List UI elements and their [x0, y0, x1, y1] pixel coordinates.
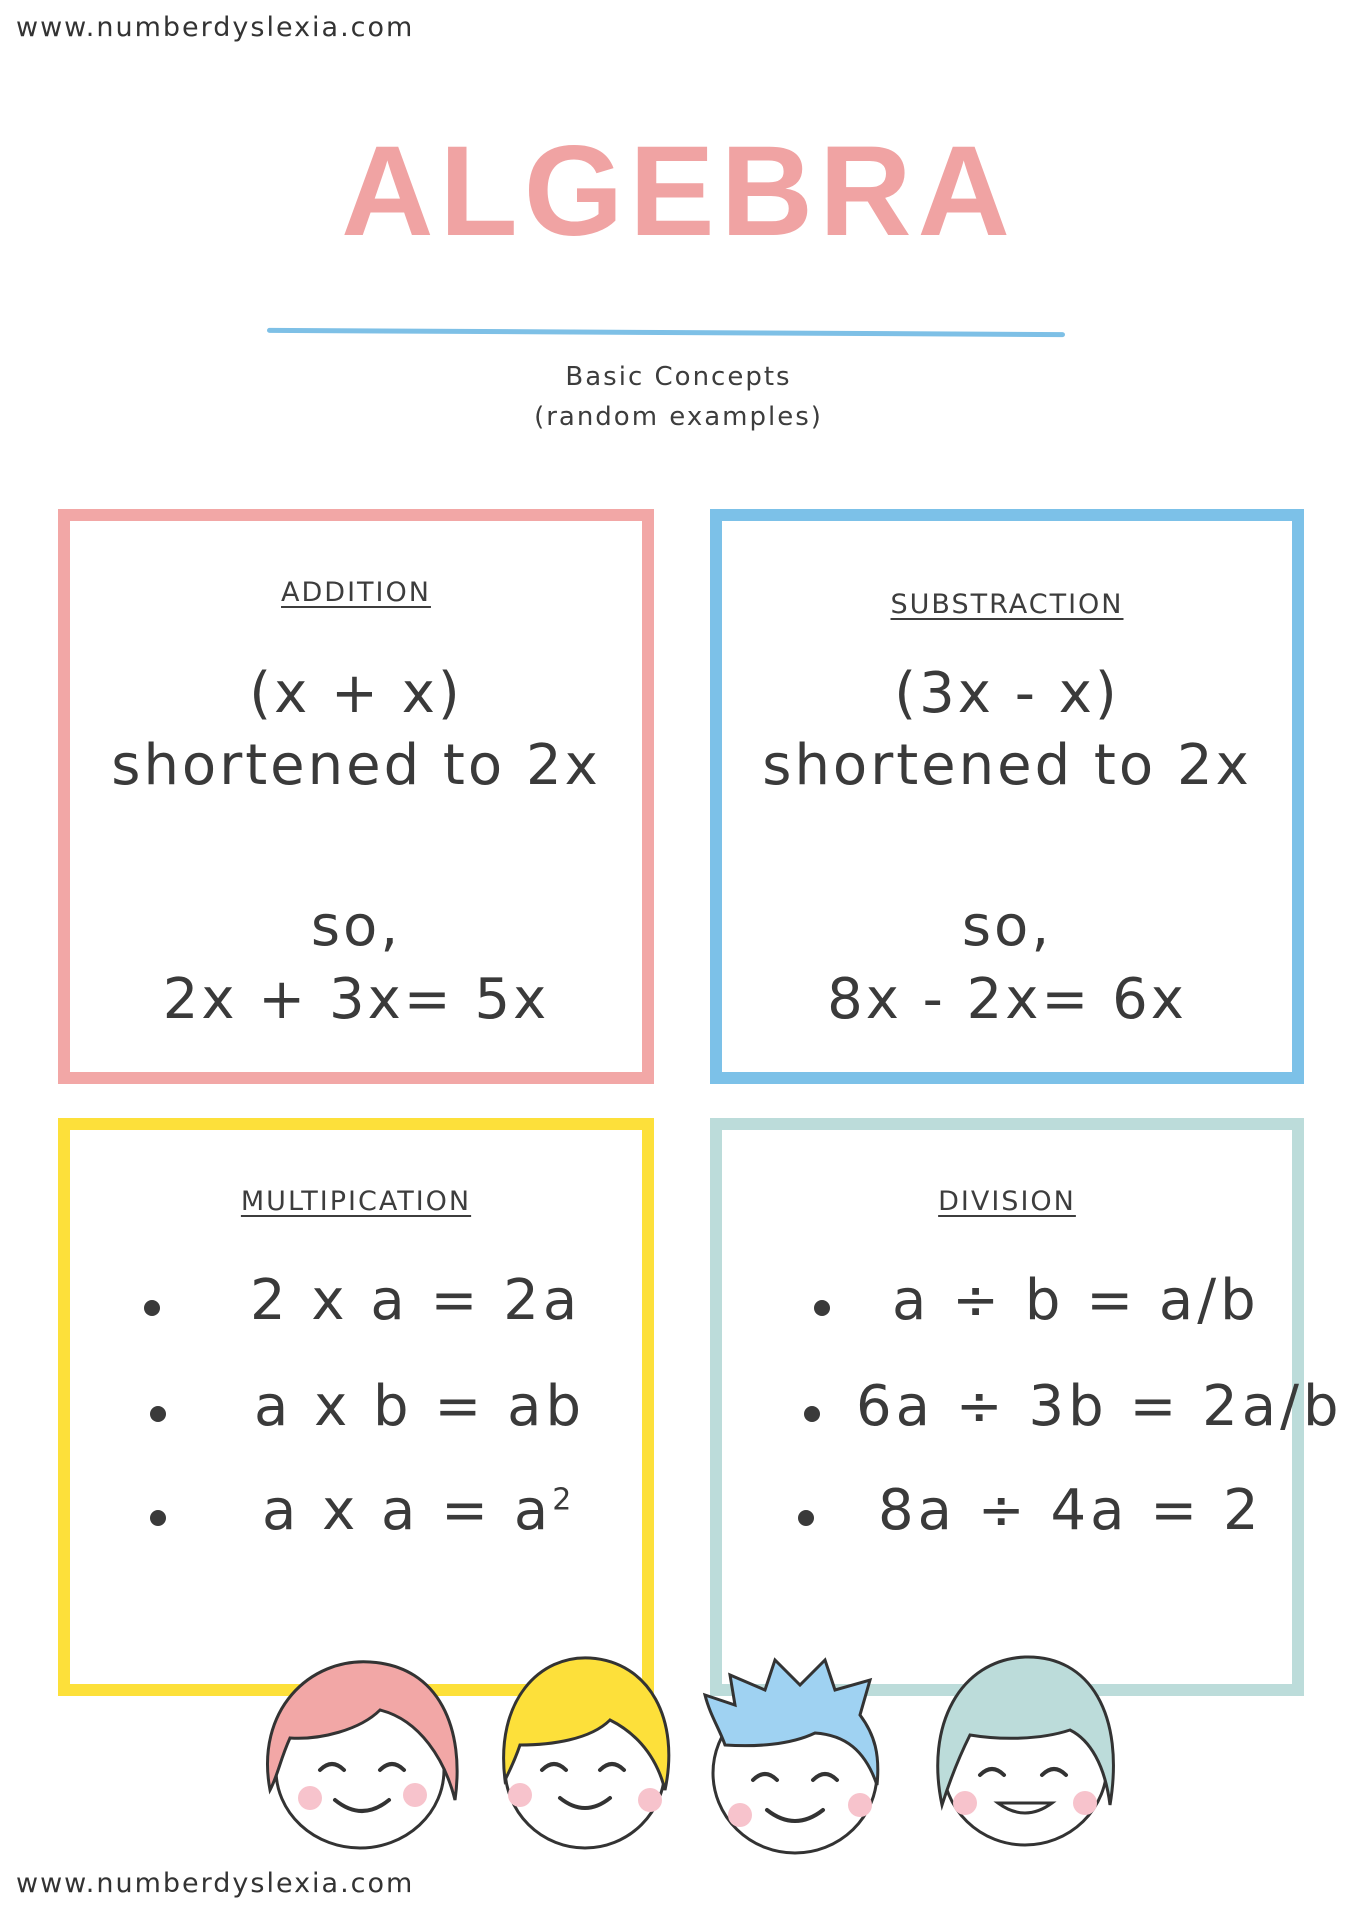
addition-line-3: so,	[310, 894, 402, 959]
division-item	[722, 1374, 1343, 1454]
addition-line-4: 2x + 3x= 5x	[162, 967, 550, 1032]
multiplication-item	[70, 1374, 642, 1454]
multiplication-heading: MULTIPICATION	[240, 1186, 472, 1217]
subtraction-line-2: shortened to 2x	[762, 733, 1252, 798]
division-expression: a ÷ b = a/b	[892, 1268, 1260, 1333]
title-divider	[267, 328, 1065, 337]
cartoon-faces	[250, 1640, 1150, 1860]
bullet-dot	[814, 1300, 830, 1316]
subtraction-card	[710, 509, 1304, 1084]
yellow-hair-boy-face-icon	[490, 1650, 680, 1860]
addition-line-1: (x + x)	[249, 661, 463, 726]
multiplication-expression: a x b = ab	[254, 1374, 585, 1439]
division-heading: DIVISION	[938, 1186, 1076, 1217]
division-item	[722, 1268, 1292, 1348]
subtraction-heading: SUBSTRACTION	[890, 589, 1124, 620]
subtitle-line-1: Basic Concepts	[565, 362, 792, 392]
addition-line-2: shortened to 2x	[111, 733, 601, 798]
pink-hair-girl-face-icon	[250, 1650, 470, 1860]
page-title: ALGEBRA	[341, 120, 1016, 263]
mint-hair-girl-face-icon	[920, 1645, 1130, 1855]
bullet-dot	[798, 1510, 814, 1526]
exponent: 2	[552, 1482, 572, 1518]
subtraction-line-4: 8x - 2x= 6x	[827, 967, 1187, 1032]
multiplication-item	[70, 1478, 642, 1558]
website-url-top[interactable]: www.numberdyslexia.com	[16, 12, 415, 43]
multiplication-expression	[262, 1478, 571, 1543]
division-expression: 8a ÷ 4a = 2	[878, 1478, 1263, 1543]
multiplication-expression: 2 x a = 2a	[250, 1268, 582, 1333]
multiplication-item	[70, 1268, 642, 1348]
blue-hair-boy-face-icon	[695, 1655, 895, 1865]
subtraction-line-3: so,	[961, 894, 1053, 959]
subtraction-line-1: (3x - x)	[894, 661, 1120, 726]
addition-card	[58, 509, 654, 1084]
bullet-dot	[804, 1406, 820, 1422]
multiplication-expression-base: a x a = a	[262, 1478, 553, 1543]
website-url-bottom[interactable]: www.numberdyslexia.com	[16, 1868, 415, 1899]
division-card	[710, 1118, 1343, 1696]
addition-heading: ADDITION	[281, 577, 431, 608]
bullet-dot	[150, 1510, 166, 1526]
multiplication-card	[58, 1118, 654, 1696]
division-item	[722, 1478, 1292, 1558]
subtitle-line-2: (random examples)	[534, 402, 823, 432]
division-expression: 6a ÷ 3b = 2a/b	[856, 1374, 1343, 1439]
bullet-dot	[150, 1406, 166, 1422]
bullet-dot	[144, 1300, 160, 1316]
